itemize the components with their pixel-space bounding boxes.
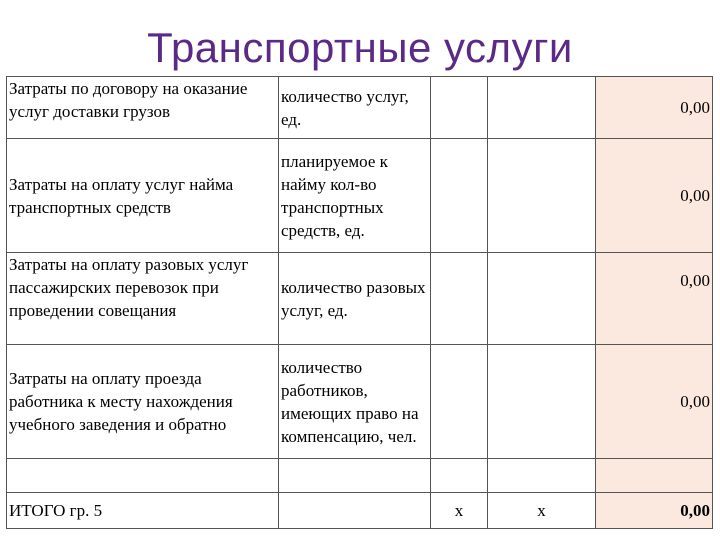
- value-cell: 0,00: [596, 253, 713, 345]
- cost-item-label: Затраты на оплату разовых услуг пассажирских перевозок при проведении совещания: [7, 253, 279, 345]
- services-table: [6, 76, 713, 529]
- page-title: Транспортные услуги: [147, 24, 573, 71]
- table-cell: [7, 459, 279, 493]
- total-x-mark: x: [431, 493, 488, 529]
- table-cell: [431, 77, 488, 139]
- table-row: [7, 253, 713, 345]
- total-row: [7, 493, 713, 529]
- table-cell: [279, 493, 431, 529]
- value-cell: 0,00: [596, 77, 713, 139]
- unit-label: планируемое к найму кол-во транспортных средств, ед.: [279, 139, 431, 253]
- table-row: [7, 139, 713, 253]
- table-cell: [279, 459, 431, 493]
- table-cell: [431, 253, 488, 345]
- table-cell: [488, 139, 596, 253]
- table-cell: [488, 253, 596, 345]
- value-cell: [596, 459, 713, 493]
- unit-label: количество услуг, ед.: [279, 77, 431, 139]
- cost-item-label: Затраты на оплату проезда работника к месту нахождения учебного заведения и обратно: [7, 345, 279, 459]
- cost-item-label: Затраты по договору на оказание услуг доставки грузов: [7, 77, 279, 139]
- total-value: 0,00: [596, 493, 713, 529]
- total-label: ИТОГО гр. 5: [7, 493, 279, 529]
- table-cell: [488, 345, 596, 459]
- table-row: [7, 77, 713, 139]
- table-cell: [431, 345, 488, 459]
- unit-label: количество разовых услуг, ед.: [279, 253, 431, 345]
- table-cell: [431, 459, 488, 493]
- unit-label: количество работников, имеющих право на компенсацию, чел.: [279, 345, 431, 459]
- value-cell: 0,00: [596, 345, 713, 459]
- total-x-mark: x: [488, 493, 596, 529]
- table-cell: [488, 77, 596, 139]
- cost-item-label: Затраты на оплату услуг найма транспортных средств: [7, 139, 279, 253]
- table-cell: [488, 459, 596, 493]
- value-cell: 0,00: [596, 139, 713, 253]
- table-cell: [431, 139, 488, 253]
- table-row: [7, 345, 713, 459]
- table-row: [7, 459, 713, 493]
